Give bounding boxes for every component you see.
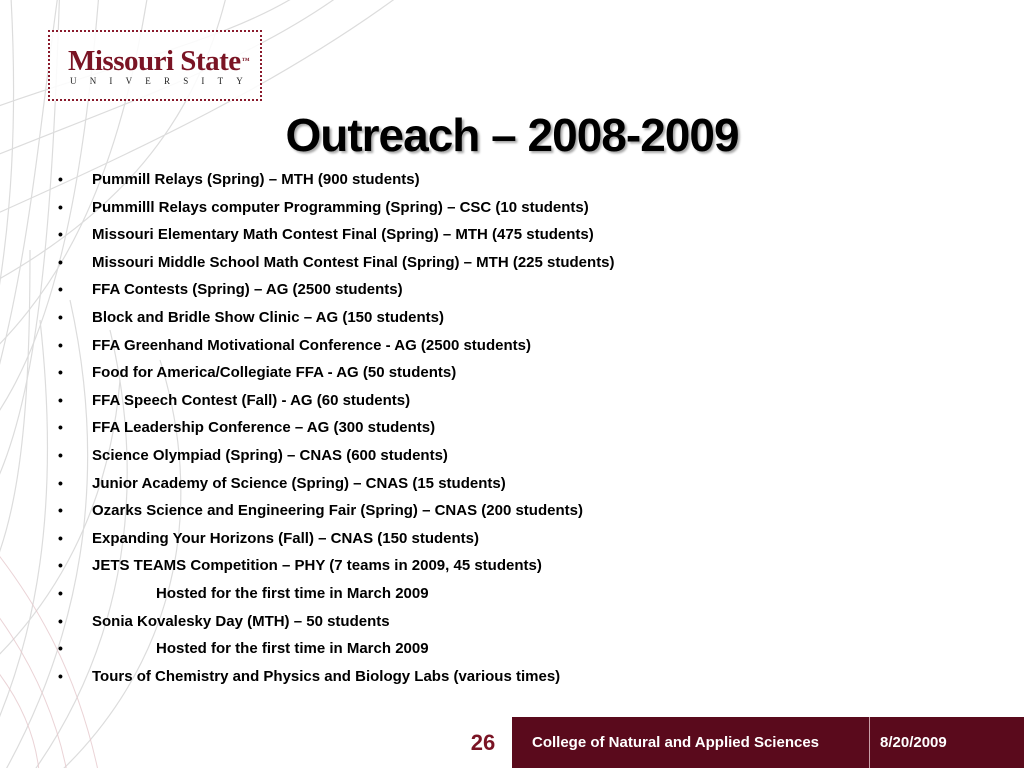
bullet-item — [0, 635, 1024, 663]
bullet-text: Science Olympiad (Spring) – CNAS (600 students) — [92, 446, 448, 464]
bullet-list — [0, 166, 1024, 690]
footer-college-name: College of Natural and Applied Sciences — [532, 734, 820, 751]
bullet-item — [0, 608, 1024, 636]
bullet-text: Ozarks Science and Engineering Fair (Spring) – CNAS (200 students) — [92, 502, 583, 520]
footer-bar — [512, 717, 1024, 768]
logo-trademark: ™ — [241, 56, 250, 65]
logo-wordmark: Missouri State — [68, 45, 241, 77]
bullet-text: Hosted for the first time in March 2009 — [156, 584, 429, 602]
bullet-item — [0, 194, 1024, 222]
bullet-text: Hosted for the first time in March 2009 — [156, 640, 429, 658]
bullet-item — [0, 332, 1024, 360]
bullet-marker: • — [58, 584, 63, 601]
bullet-marker: • — [58, 502, 63, 519]
footer-date: 8/20/2009 — [880, 734, 947, 751]
bullet-marker: • — [58, 419, 63, 436]
bullet-text: Missouri Elementary Math Contest Final (Spring) – MTH (475 students) — [92, 226, 594, 244]
bullet-text: Junior Academy of Science (Spring) – CNAS (15 students) — [92, 474, 506, 492]
bullet-marker: • — [58, 171, 63, 187]
bullet-text: Expanding Your Horizons (Fall) – CNAS (150 students) — [92, 529, 479, 547]
slide-title: Outreach – 2008-2009 — [285, 109, 739, 161]
bullet-item — [0, 387, 1024, 415]
bullet-marker: • — [58, 226, 63, 243]
bullet-item — [0, 221, 1024, 249]
bullet-text: FFA Speech Contest (Fall) - AG (60 students) — [92, 391, 411, 409]
bullet-item — [0, 497, 1024, 525]
bullet-marker: • — [58, 391, 63, 408]
bullet-item — [0, 525, 1024, 553]
bullet-text: Pummill Relays (Spring) – MTH (900 students) — [92, 171, 420, 188]
bullet-marker: • — [58, 612, 63, 629]
bullet-text: Block and Bridle Show Clinic – AG (150 students) — [92, 308, 445, 326]
bullet-item — [0, 442, 1024, 470]
bullet-marker: • — [58, 474, 63, 491]
bullet-marker: • — [58, 253, 63, 270]
bullet-item — [0, 166, 1024, 194]
bullet-marker: • — [58, 529, 63, 546]
bullet-marker: • — [58, 364, 63, 381]
bullet-item — [0, 414, 1024, 442]
logo-subtitle: UNIVERSITY — [70, 76, 256, 86]
bullet-item — [0, 552, 1024, 580]
bullet-text: Food for America/Collegiate FFA - AG (50 students) — [92, 364, 457, 382]
bullet-text: Missouri Middle School Math Contest Final (Spring) – MTH (225 students) — [92, 253, 615, 271]
bullet-marker: • — [58, 308, 63, 325]
bullet-text: Sonia Kovalesky Day (MTH) – 50 students — [92, 612, 390, 630]
footer-divider — [869, 717, 870, 768]
bullet-text: FFA Contests (Spring) – AG (2500 students) — [92, 281, 403, 299]
bullet-marker: • — [58, 446, 63, 463]
bullet-text: Pummilll Relays computer Programming (Spring) – CSC (10 students) — [92, 198, 589, 216]
bullet-item — [0, 663, 1024, 691]
bullet-marker: • — [58, 640, 63, 657]
bullet-text: JETS TEAMS Competition – PHY (7 teams in 2009, 45 students) — [92, 557, 542, 575]
bullet-item — [0, 276, 1024, 304]
bullet-marker: • — [58, 198, 63, 215]
bullet-text: FFA Greenhand Motivational Conference - AG (2500 students) — [92, 336, 531, 354]
bullet-marker: • — [58, 281, 63, 298]
bullet-item — [0, 580, 1024, 608]
bullet-item — [0, 470, 1024, 498]
bullet-marker: • — [58, 667, 63, 684]
bullet-marker: • — [58, 557, 63, 574]
bullet-item — [0, 304, 1024, 332]
bullet-text: FFA Leadership Conference – AG (300 students) — [92, 419, 436, 437]
bullet-item — [0, 249, 1024, 277]
university-logo — [48, 30, 262, 101]
slide-number: 26 — [470, 730, 496, 755]
bullet-text: Tours of Chemistry and Physics and Biology Labs (various times) — [92, 667, 561, 685]
bullet-item — [0, 359, 1024, 387]
bullet-marker: • — [58, 336, 63, 353]
